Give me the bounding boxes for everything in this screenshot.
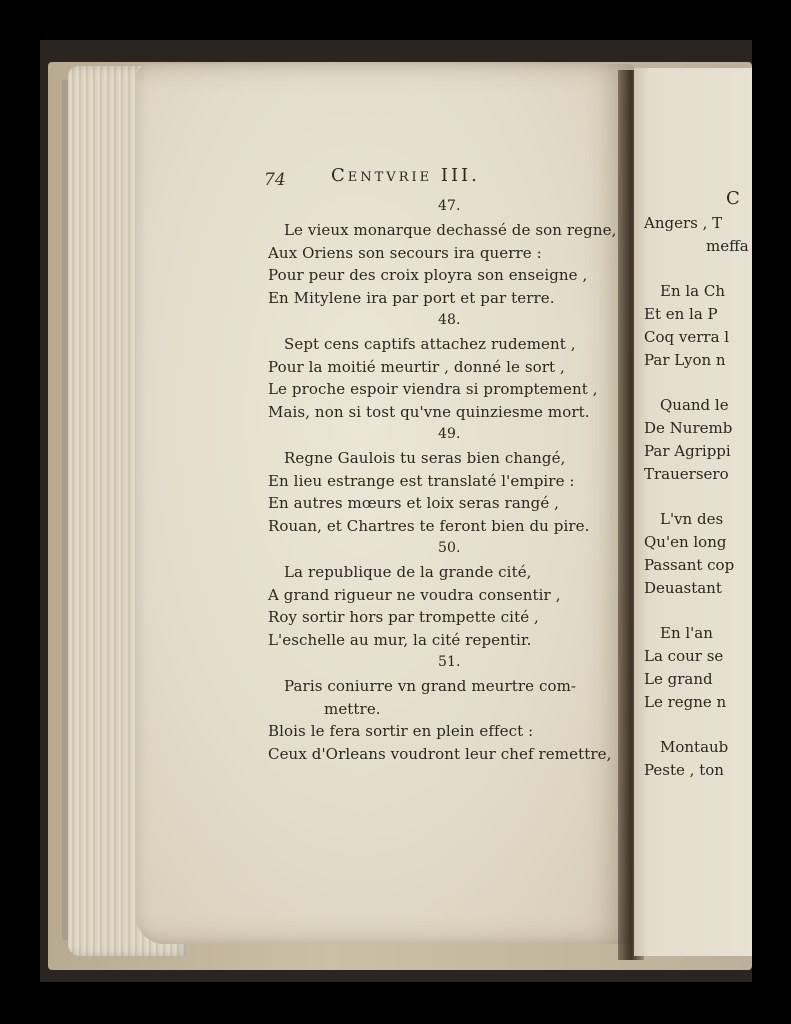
- verse-line: mettre.: [324, 699, 381, 718]
- quatrain-number: 51.: [438, 654, 461, 670]
- verse-line: En lieu estrange est translaté l'empire :: [268, 471, 575, 490]
- right-verse-line: Peste , ton: [644, 761, 724, 780]
- book-photo: [40, 40, 752, 982]
- right-verse-line: Montaub: [660, 738, 729, 757]
- verse-line: Rouan, et Chartres te feront bien du pire.: [268, 517, 590, 536]
- right-verse-line: Trauersero: [644, 464, 729, 483]
- verse-line: Le proche espoir viendra si promptement ,: [268, 380, 598, 399]
- right-verse-line: En l'an: [660, 624, 713, 643]
- right-verse-line: Qu'en long: [644, 533, 727, 552]
- right-verse-line: Quand le: [660, 396, 729, 415]
- verse-line: Ceux d'Orleans voudront leur chef remettre,: [268, 745, 612, 764]
- right-verse-line: Par Lyon n: [644, 350, 726, 369]
- verse-line: Regne Gaulois tu seras bien changé,: [284, 448, 566, 467]
- right-verse-line: Par Agrippi: [644, 442, 731, 460]
- right-verse-line: meffa: [706, 236, 749, 255]
- right-page: [634, 68, 752, 956]
- right-verse-line: La cour se: [644, 647, 724, 666]
- quatrain-number: 48.: [438, 312, 461, 328]
- verse-line: Sept cens captifs attachez rudement ,: [284, 334, 576, 353]
- verse-line: L'eschelle au mur, la cité repentir.: [268, 631, 532, 650]
- verse-line: Roy sortir hors par trompette cité ,: [268, 608, 539, 627]
- quatrain-number: 50.: [438, 540, 461, 556]
- verse-line: Aux Oriens son secours ira querre :: [268, 243, 542, 262]
- right-verse-line: L'vn des: [660, 510, 724, 529]
- right-verse-line: Le regne n: [644, 692, 727, 711]
- right-verse-line: Et en la P: [644, 305, 718, 324]
- right-verse-line: Passant cop: [644, 556, 735, 574]
- verse-line: Pour la moitié meurtir , donné le sort ,: [268, 357, 565, 376]
- right-verse-line: En la Ch: [660, 282, 726, 301]
- right-verse-line: Angers , T: [644, 214, 723, 232]
- running-head: Centvrie III.: [331, 165, 480, 186]
- verse-line: A grand rigueur ne voudra consentir ,: [268, 585, 561, 604]
- quatrain-number: 47.: [438, 198, 461, 214]
- verse-line: Pour peur des croix ployra son enseigne ,: [268, 266, 588, 285]
- verse-line: Mais, non si tost qu'vne quinziesme mort.: [268, 403, 590, 422]
- right-verse-line: De Nuremb: [644, 419, 733, 438]
- right-verse-line: Coq verra l: [644, 328, 730, 346]
- verse-line: En Mitylene ira par port et par terre.: [268, 289, 555, 308]
- right-verse-line: Deuastant: [644, 578, 722, 597]
- verse-line: En autres mœurs et loix seras rangé ,: [268, 494, 560, 513]
- right-verse-line: Le grand: [644, 670, 713, 688]
- verse-line: Paris coniurre vn grand meurtre com-: [284, 676, 577, 695]
- quatrain-number: 49.: [438, 426, 461, 442]
- verse-line: Le vieux monarque dechassé de son regne,: [284, 220, 617, 239]
- verse-line: La republique de la grande cité,: [284, 562, 532, 581]
- verse-line: Blois le fera sortir en plein effect :: [268, 722, 534, 741]
- page-number: 74: [264, 170, 286, 190]
- right-running-head: C: [726, 188, 743, 209]
